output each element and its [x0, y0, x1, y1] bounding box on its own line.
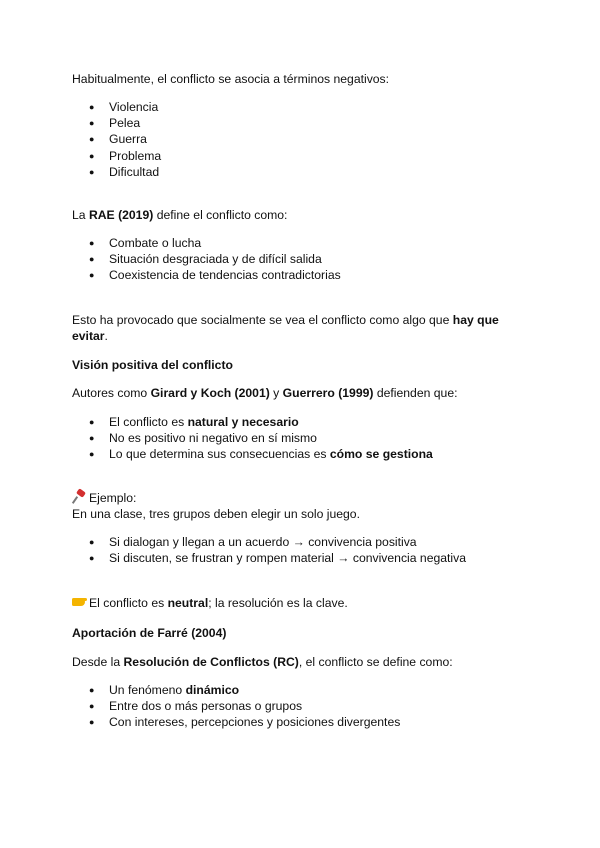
authors-paragraph: Autores como Girard y Koch (2001) y Guerrero (1999) defienden que:	[72, 386, 458, 400]
example-label: Ejemplo:	[72, 490, 136, 506]
pushpin-icon	[72, 490, 86, 504]
key-note: El conflicto es neutral; la resolución es la clave.	[72, 595, 348, 611]
rae-paragraph: La RAE (2019) define el conflicto como:	[72, 208, 288, 222]
section-heading-farre: Aportación de Farré (2004)	[72, 626, 227, 640]
section-heading-positive: Visión positiva del conflicto	[72, 358, 233, 372]
example-paragraph: En una clase, tres grupos deben elegir un solo juego.	[72, 507, 360, 521]
pointing-hand-icon	[72, 595, 86, 609]
document-page: Habitualmente, el conflicto se asocia a términos negativos: ● Violencia ● Pelea ● Guerra ● Problema ● Dificultad La RAE (2019) define el conflicto como: ● Combate o lucha ● Situación desgraciada y de difícil salida ● Coexistencia de tendencias contradictorias Esto ha provocado que socialmente se vea el conflicto como algo que hay que evitar. Visión positiva del conflicto Autores como Girard y Koch (2001) y Guerrero (1999) defienden que: ● El conflicto es natural y necesario ● No es positivo ni negativo en sí mismo ● Lo que determina sus consecuencias es cómo se gestiona Ejemplo: En una clase, tres grupos deben elegir un solo juego. ● Si dialogan y llegan a un acuerdo → convivencia positiva ● Si discuten, se frustran y rompen material → convivencia negativa El conflicto es neutral; la resolución es la clave. Aportación de Farré (2004) Desde la Resolución de Conflictos (RC), el conflicto se define como: ● Un fenómeno dinámico ● Entre dos o más personas o grupos ● Con intereses, percepciones y posiciones divergentes	[72, 72, 499, 730]
intro-paragraph: Habitualmente, el conflicto se asocia a términos negativos:	[72, 72, 390, 86]
consequence-paragraph-cont: evitar.	[72, 329, 108, 343]
farre-paragraph: Desde la Resolución de Conflictos (RC), el conflicto se define como:	[72, 655, 453, 669]
consequence-paragraph: Esto ha provocado que socialmente se vea el conflicto como algo que hay que	[72, 313, 499, 327]
